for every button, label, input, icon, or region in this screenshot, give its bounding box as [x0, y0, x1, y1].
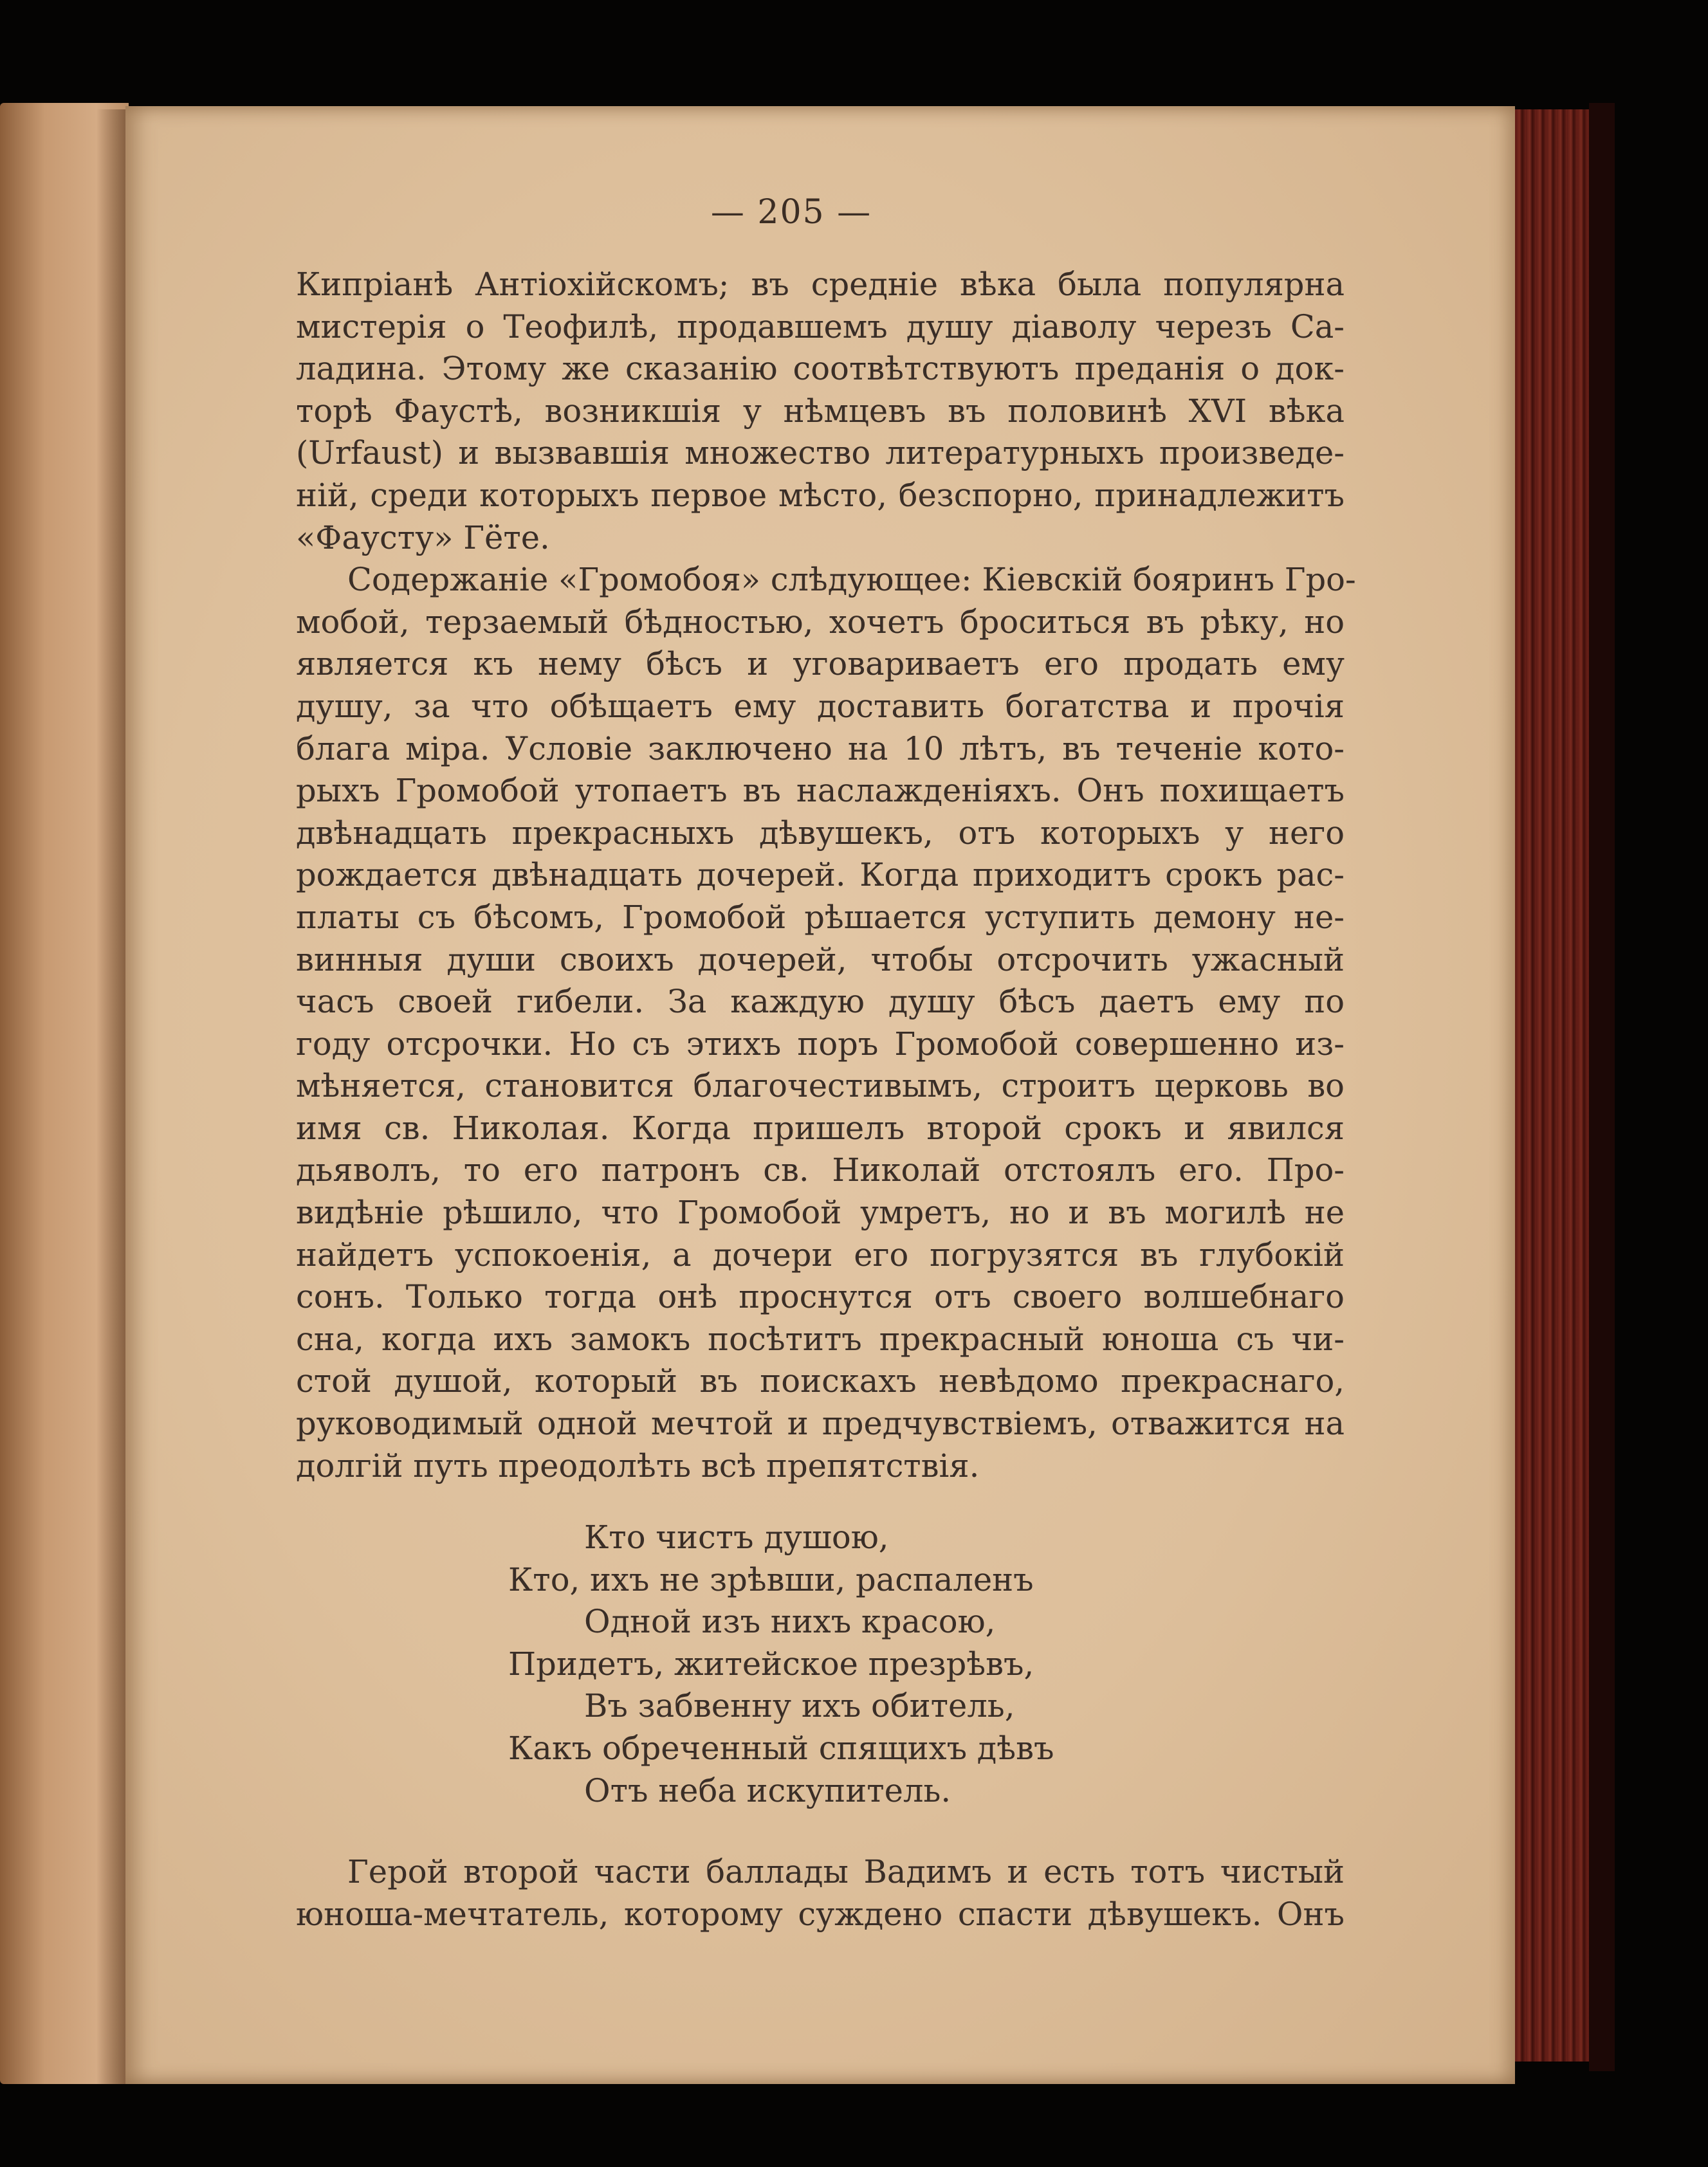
page-number: — 205 — [710, 193, 872, 232]
closing-paragraph [296, 1851, 1345, 1935]
text-line: видѣніе рѣшило, что Громобой умретъ, но и въ могилѣ не [296, 1194, 1345, 1232]
book-cover-edge [1589, 103, 1615, 2071]
text-line: имя св. Николая. Когда пришелъ второй срокъ и явился [296, 1109, 1345, 1147]
text-line: году отсрочки. Но съ этихъ поръ Громобой совершенно из- [296, 1025, 1345, 1063]
text-line: мѣняется, становится благочестивымъ, строитъ церковь во [296, 1067, 1345, 1105]
verse-stanza [508, 1517, 1087, 1812]
book-page-edges [1505, 109, 1602, 2062]
text-line: душу, за что обѣщаетъ ему доставить богатства и прочія [296, 687, 1345, 725]
body-text [296, 264, 1356, 1487]
text-line: Содержаніе «Громобоя» слѣдующее: Кіевскій бояринъ Гро- [347, 561, 1356, 599]
text-line: юноша-мечтатель, которому суждено спасти дѣвушекъ. Онъ [296, 1895, 1345, 1933]
text-line: торѣ Фаустѣ, возникшія у нѣмцевъ въ половинѣ XVI вѣка [296, 392, 1345, 430]
text-line: часъ своей гибели. За каждую душу бѣсъ даетъ ему по [296, 983, 1345, 1021]
text-line: мистерія о Теофилѣ, продавшемъ душу діаволу черезъ Са- [296, 307, 1345, 345]
text-line: (Urfaust) и вызвавшія множество литературныхъ произведе- [296, 434, 1345, 472]
verse-line: Кто, ихъ не зрѣвши, распаленъ [508, 1560, 1034, 1598]
text-line: ладина. Этому же сказанію соотвѣтствуютъ преданія о док- [296, 350, 1345, 388]
text-line: блага міра. Условіе заключено на 10 лѣтъ, въ теченіе кото- [296, 729, 1345, 767]
verse-line: Какъ обреченный спящихъ дѣвъ [508, 1729, 1054, 1767]
text-line: мобой, терзаемый бѣдностью, хочетъ броситься въ рѣку, но [296, 603, 1345, 641]
text-line: сна, когда ихъ замокъ посѣтитъ прекрасный юноша съ чи- [296, 1320, 1345, 1358]
text-line: сонъ. Только тогда онѣ проснутся отъ своего волшебнаго [296, 1278, 1345, 1316]
verse-line: Въ забвенну ихъ обитель, [584, 1687, 1015, 1725]
text-line: найдетъ успокоенія, а дочери его погрузятся въ глубокій [296, 1236, 1345, 1274]
text-line: стой душой, который въ поискахъ невѣдомо прекраснаго, [296, 1362, 1345, 1400]
text-line: рыхъ Громобой утопаетъ въ наслажденіяхъ. Онъ похищаетъ [296, 772, 1345, 810]
text-line: Герой второй части баллады Вадимъ и есть тотъ чистый [347, 1853, 1345, 1890]
text-line: рождается двѣнадцать дочерей. Когда приходитъ срокъ рас- [296, 856, 1345, 894]
verse-line: Одной изъ нихъ красою, [584, 1603, 996, 1641]
text-line: платы съ бѣсомъ, Громобой рѣшается уступить демону не- [296, 898, 1345, 936]
text-line: «Фаусту» Гёте. [296, 518, 550, 556]
text-line: является къ нему бѣсъ и уговариваетъ его продать ему [296, 645, 1345, 683]
verse-line: Кто чистъ душою, [584, 1519, 889, 1556]
text-line: Кипріанѣ Антіохійскомъ; въ средніе вѣка была популярна [296, 266, 1345, 303]
text-line: долгій путь преодолѣть всѣ препятствія. [296, 1447, 980, 1485]
text-line: двѣнадцать прекрасныхъ дѣвушекъ, отъ которыхъ у него [296, 814, 1345, 852]
text-line: винныя души своихъ дочерей, чтобы отсрочить ужасный [296, 940, 1345, 978]
text-line: ній, среди которыхъ первое мѣсто, безспорно, принадлежитъ [296, 476, 1345, 514]
verse-line: Отъ неба искупитель. [584, 1771, 951, 1809]
verse-line: Придетъ, житейское презрѣвъ, [508, 1645, 1034, 1683]
text-line: дьяволъ, то его патронъ св. Николай отстоялъ его. Про- [296, 1151, 1345, 1189]
text-line: руководимый одной мечтой и предчувствіемъ, отважится на [296, 1405, 1345, 1443]
